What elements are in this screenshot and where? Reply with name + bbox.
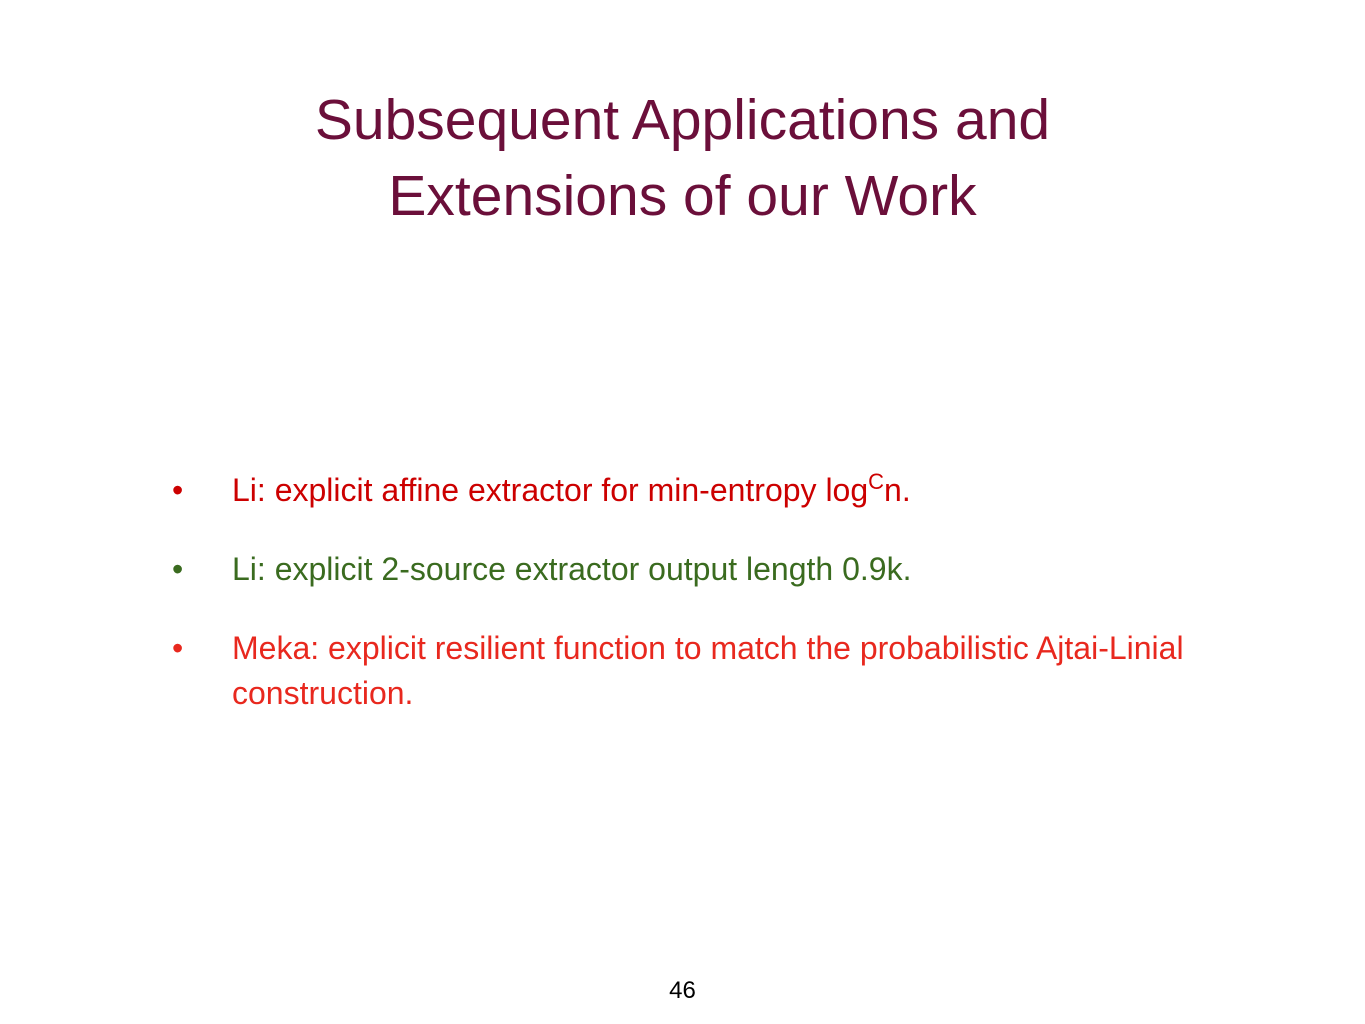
- bullet-item-resilient-function: [168, 626, 1248, 716]
- bullet-dot: •: [172, 472, 184, 508]
- bullet-list: [168, 468, 1248, 750]
- bullet-text-part: n.: [884, 472, 911, 508]
- bullet-dot: •: [172, 630, 184, 666]
- bullet-text: Meka: explicit resilient function to match the probabilistic Ajtai-Linial construction.: [232, 630, 1184, 711]
- superscript-c: C: [868, 469, 885, 494]
- bullet-item-two-source-extractor: [168, 547, 1248, 592]
- bullet-item-affine-extractor: [168, 468, 1248, 513]
- slide-title-line-2: Extensions of our Work: [388, 164, 977, 228]
- page-number: 46: [669, 977, 696, 1004]
- bullet-text-part: Li: explicit affine extractor for min-entropy log: [232, 472, 869, 508]
- slide-title: [0, 82, 1365, 234]
- bullet-dot: •: [172, 551, 184, 587]
- bullet-text: Li: explicit 2-source extractor output length 0.9k.: [232, 551, 912, 587]
- slide-title-line-1: Subsequent Applications and: [314, 88, 1051, 152]
